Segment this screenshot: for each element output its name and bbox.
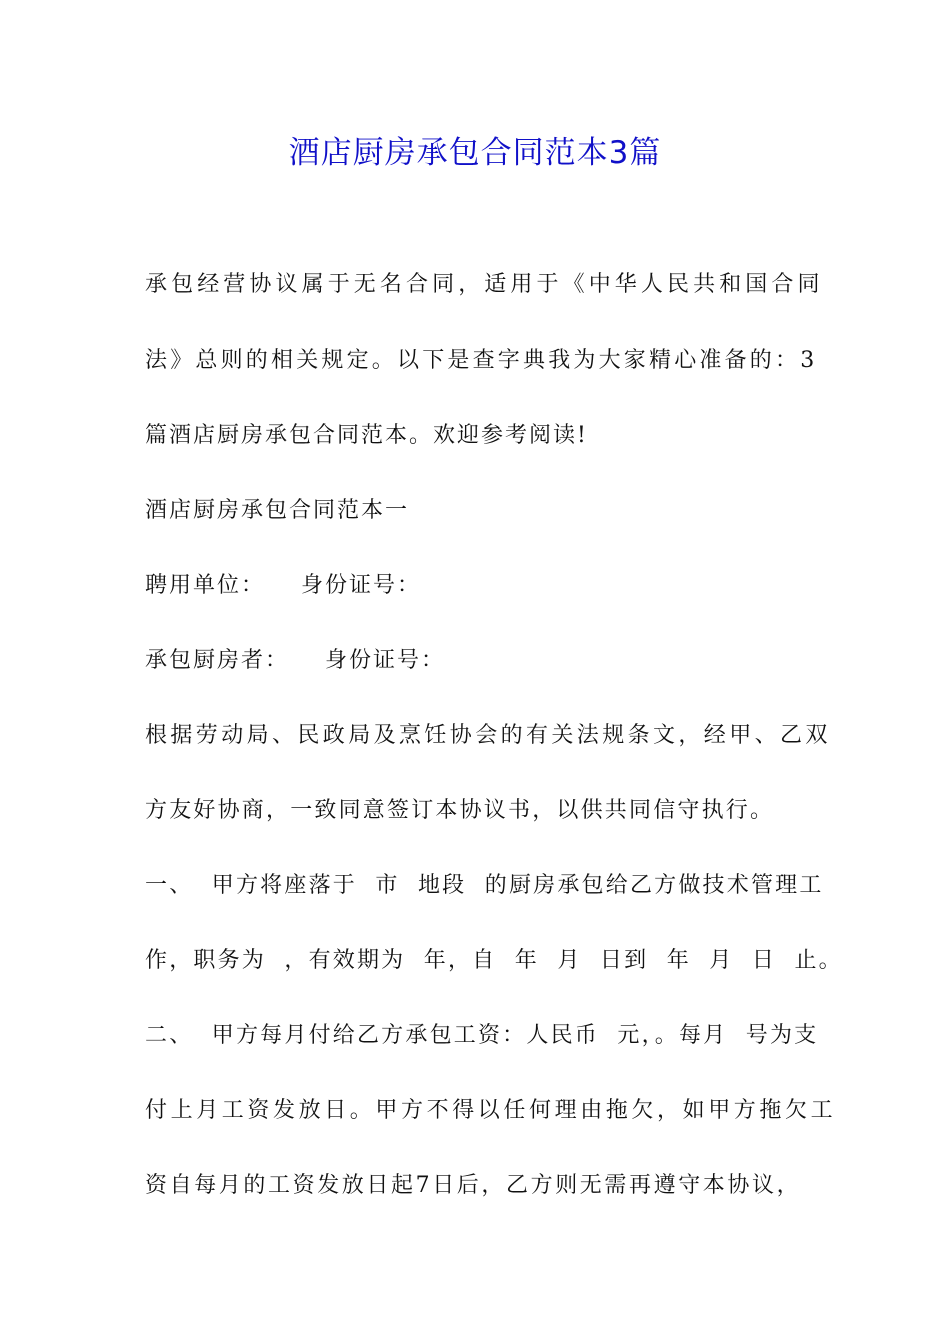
paragraph-line: 法》总则的相关规定。以下是查字典我为大家精心准备的：3 [145, 348, 818, 373]
clause-line: 作，职务为 ，有效期为 年，自 年 月 日到 年 月 日 止。 [145, 948, 843, 973]
clause-line: 一、 甲方将座落于 市 地段 的厨房承包给乙方做技术管理工 [145, 873, 824, 898]
paragraph-line: 方友好协商，一致同意签订本协议书，以供共同信守执行。 [145, 798, 775, 823]
paragraph-line: 根据劳动局、民政局及烹饪协会的有关法规条文，经甲、乙双 [145, 723, 831, 748]
employer-field-line: 聘用单位： 身份证号： [145, 573, 421, 598]
paragraph-line: 承包经营协议属于无名合同，适用于《中华人民共和国合同 [145, 272, 824, 297]
contractor-field-line: 承包厨房者： 身份证号： [145, 648, 445, 673]
paragraph-line: 篇酒店厨房承包合同范本。欢迎参考阅读! [145, 423, 588, 448]
clause-line: 资自每月的工资发放日起7日后，乙方则无需再遵守本协议， [145, 1173, 802, 1198]
document-title: 酒店厨房承包合同范本3篇 [288, 135, 662, 171]
section-heading: 酒店厨房承包合同范本一 [145, 498, 410, 523]
clause-line: 二、 甲方每月付给乙方承包工资：人民币 元，。每月 号为支 [145, 1023, 819, 1048]
clause-line: 付上月工资发放日。甲方不得以任何理由拖欠，如甲方拖欠工 [145, 1098, 837, 1123]
